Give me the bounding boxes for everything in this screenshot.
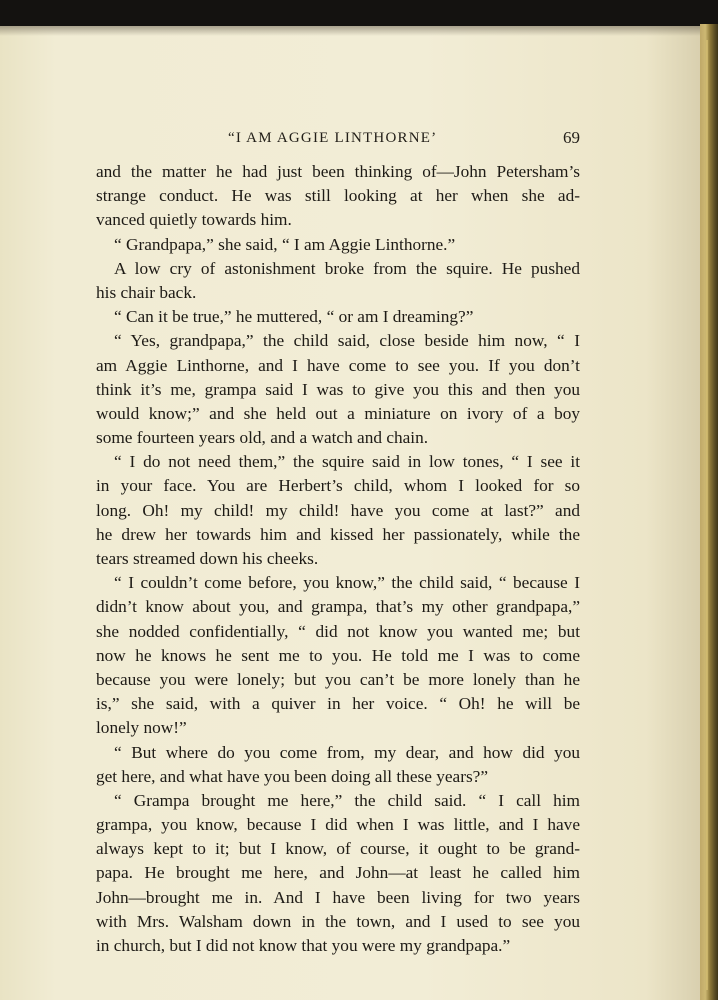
text-line: vanced quietly towards him. — [96, 210, 292, 230]
text-line: tears streamed down his cheeks. — [96, 549, 319, 568]
text-line: long. Oh! my child! my child! have you come at last?” and — [96, 500, 580, 520]
text-line: lonely now!” — [96, 718, 187, 738]
book-edge-highlight — [706, 40, 708, 990]
text-line: would know;” and she held out a miniature on ivory of a boy — [96, 403, 580, 423]
text-line: A low cry of astonishment broke from the squire. He pushed — [114, 258, 580, 278]
text-line: some fourteen years old, and a watch and chain. — [96, 428, 429, 448]
text-line: get here, and what have you been doing all these years?” — [96, 766, 489, 786]
text-line: grampa, you know, because I did when I was little, and I have — [96, 815, 580, 835]
page-header — [96, 130, 580, 152]
text-line: in your face. You are Herbert’s child, whom I looked for so — [96, 476, 580, 496]
text-line: “ Grandpapa,” she said, “ I am Aggie Linthorne.” — [114, 234, 456, 254]
text-line: his chair back. — [96, 282, 197, 302]
text-line: didn’t know about you, and grampa, that’s my other grandpapa,” — [96, 597, 580, 617]
text-line: because you were lonely; but you can’t be more lonely than he — [96, 669, 580, 689]
text-line: in church, but I did not know that you were my grandpapa.” — [96, 936, 511, 955]
text-line: he drew her towards him and kissed her passionately, while the — [96, 524, 580, 544]
book-edge — [700, 24, 718, 1000]
body-text — [96, 160, 580, 958]
text-line: am Aggie Linthorne, and I have come to see you. If you don’t — [96, 355, 580, 375]
text-line: “ But where do you come from, my dear, and how did you — [114, 742, 580, 762]
page-top-shadow — [0, 26, 718, 36]
text-line: “ I couldn’t come before, you know,” the child said, “ because I — [114, 573, 580, 593]
running-head: “I AM AGGIE LINTHORNE’ — [228, 130, 438, 146]
text-line: always kept to it; but I know, of course, it ought to be grand- — [96, 839, 580, 859]
text-line: papa. He brought me here, and John—at least he called him — [96, 863, 580, 883]
text-line: “ Grampa brought me here,” the child said. “ I call him — [114, 790, 580, 810]
text-line: and the matter he had just been thinking of—John Petersham’s — [96, 162, 580, 181]
page-number: 69 — [563, 128, 580, 147]
text-line: think it’s me, grampa said I was to give you this and then you — [96, 379, 580, 399]
text-line: strange conduct. He was still looking at her when she ad- — [96, 186, 580, 206]
text-line: “ Yes, grandpapa,” the child said, close beside him now, “ I — [114, 331, 580, 351]
text-line: “ I do not need them,” the squire said in low tones, “ I see it — [114, 452, 580, 472]
text-line: is,” she said, with a quiver in her voice. “ Oh! he will be — [96, 694, 580, 714]
text-line: “ Can it be true,” he muttered, “ or am I dreaming?” — [114, 307, 474, 327]
text-line: now he knows he sent me to you. He told me I was to come — [96, 645, 580, 665]
text-line: John—brought me in. And I have been living for two years — [96, 887, 580, 907]
text-line: with Mrs. Walsham down in the town, and I used to see you — [96, 911, 580, 931]
text-line: she nodded confidentially, “ did not know you wanted me; but — [96, 621, 580, 641]
